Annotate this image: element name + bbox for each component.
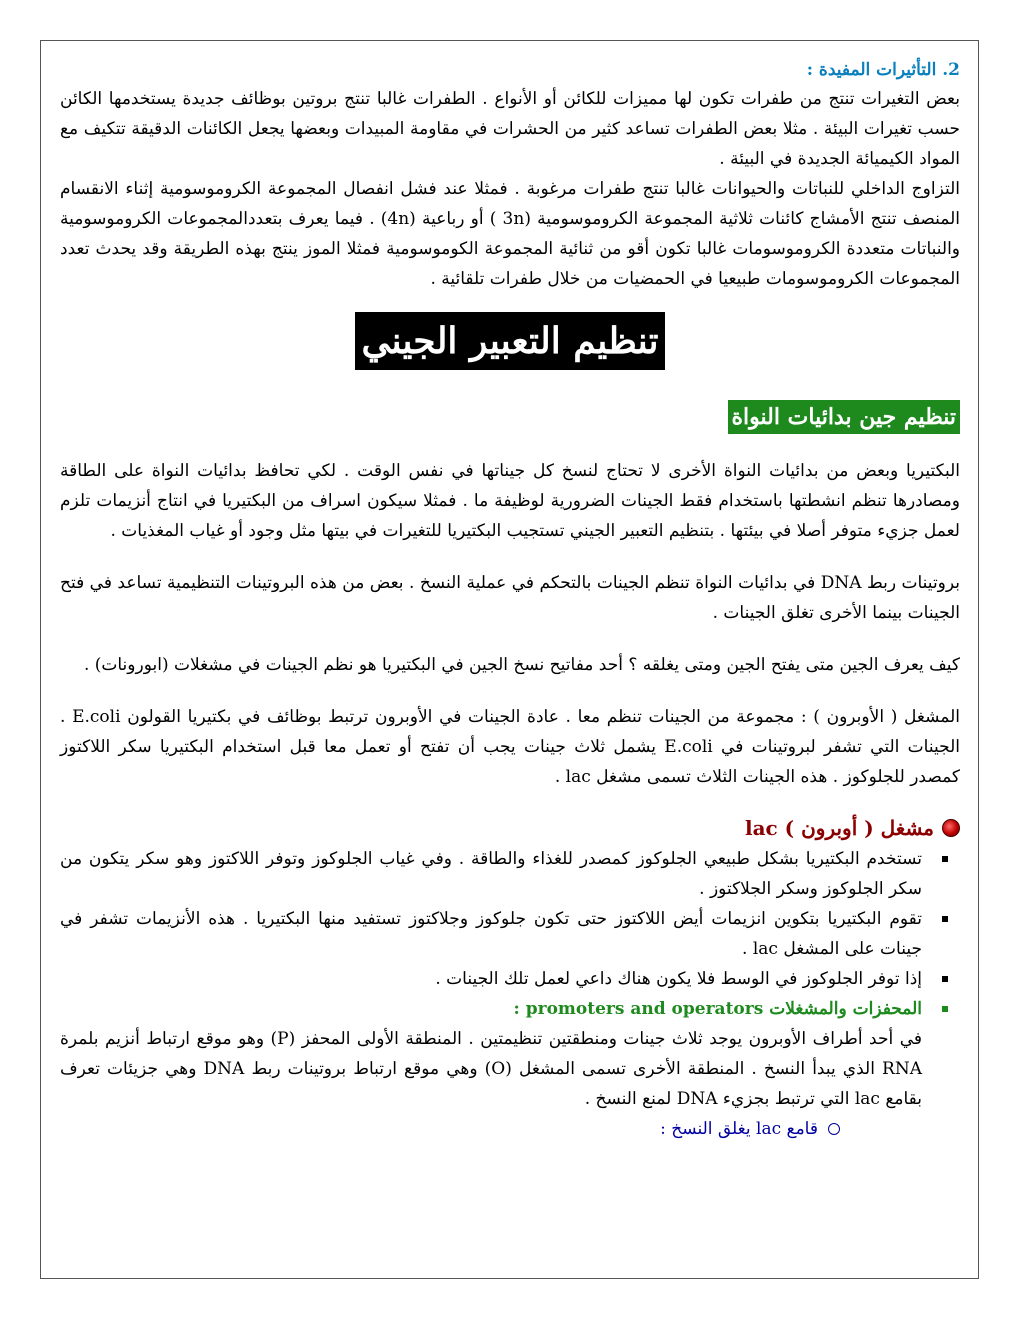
square-bullet-icon [942, 1006, 948, 1012]
paragraph-promoters: في أحد أطراف الأوبرون يوجد ثلاث جينات ومنطقتين تنظيمتين . المنطقة الأولى المحفز (P) وهو موقع ارتباط أنزيم بلمرة RNA الذي يبدأ النسخ . المنطقة الأخرى تسمى المشغل (O) وهي موقع ارتباط بروتينات ربط DNA وهي جزيئات تعرف بقامع lac التي ترتبط بجزيء DNA لمنع النسخ . [60, 1029, 922, 1109]
repressor-item-text: قامع lac يغلق النسخ : [660, 1119, 818, 1139]
red-bullet-icon [942, 819, 960, 837]
list-item-text: إذا توفر الجلوكوز في الوسط فلا يكون هناك داعي لعمل تلك الجينات . [435, 969, 922, 989]
square-bullet-icon [942, 976, 948, 982]
paragraph-dna-binding: بروتينات ربط DNA في بدائيات النواة تنظم الجينات بالتحكم في عملية النسخ . بعض من هذه البروتينات التنظيمية تساعد في فتح الجينات بينما الأخرى تغلق الجينات . [60, 573, 960, 623]
promoters-heading-item [60, 994, 960, 1024]
banner-container [60, 312, 960, 370]
list-item-text: تقوم البكتيريا بتكوين انزيمات أيض اللاكتوز حتى تكون جلوكوز وجلاكتوز تستفيد منها البكتيريا . هذه الأنزيمات تشفر في جينات على المشغل lac . [60, 909, 922, 959]
square-bullet-icon [942, 916, 948, 922]
paragraph-operons-question: كيف يعرف الجين متى يفتح الجين ومتى يغلقه ؟ أحد مفاتيح نسخ الجين في البكتيريا هو نظم الجينات في مشغلات (ابورونات) . [83, 655, 960, 675]
section-heading-beneficial-effects: 2. التأثيرات المفيدة : [806, 60, 960, 80]
circle-bullet-icon [828, 1123, 840, 1135]
square-bullet-icon [942, 856, 948, 862]
list-item [60, 844, 960, 904]
lac-operon-heading-text: مشغل ( أوبرون ) lac [744, 816, 934, 840]
prokaryote-regulation-heading: تنظيم جين بدائيات النواة [728, 400, 960, 434]
document-body [60, 56, 960, 1144]
repressor-item [60, 1114, 960, 1144]
promoters-heading-text: المحفزات والمشغلات promoters and operators : [513, 999, 922, 1019]
list-item [60, 904, 960, 964]
banner-title: تنظيم التعبير الجيني [355, 312, 664, 370]
paragraph-beneficial-mutations: بعض التغيرات تنتج من طفرات تكون لها مميزات للكائن أو الأنواع . الطفرات غالبا تنتج بروتين بوظائف جديدة يستخدمها الكائن حسب تغيرات البيئة . مثلا بعض الطفرات تساعد كثير من الحشرات في مقاومة المبيدات وبعضها يجعل الكائنات الدقيقة تتكيف مع المواد الكيميائة الجديدة في البيئة . [60, 89, 960, 169]
lac-operon-heading [60, 812, 960, 844]
paragraph-polyploidy: التزاوج الداخلي للنباتات والحيوانات غالبا تنتج طفرات مرغوبة . فمثلا عند فشل انفصال المجموعة الكروموسومية إثناء الانقسام المنصف تنتج الأمشاج كائنات ثلاثية المجموعة الكروموسومية (3n ) أو رباعية (4n) . فيما يعرف بتعددالمجموعات الكروموسومية والنباتات متعددة الكروموسومات غالبا تكون أقو من ثنائية المجموعة الكوموسومية فمثلا الموز ينتج بهذه الطريقة وقد يحدث تعدد المجموعات الكروموسومات طبيعيا في الحمضيات من خلال طفرات تلقائية . [60, 179, 960, 289]
paragraph-bacteria-energy: البكتيريا وبعض من بدائيات النواة الأخرى لا تحتاج لنسخ كل جيناتها في نفس الوقت . لكي تحافظ بدائيات النواة على الطاقة ومصادرها تنظم انشطتها باستخدام فقط الجينات الضرورية لوظيفة ما . فمثلا سيكون اسراف من البكتيريا في انتاج أنزيمات تلزم لعمل جزيء متوفر أصلا في بيئتها . بتنظيم التعبير الجيني تستجيب البكتيريا للتغيرات في بيتها مثل وجود أو غياب المغذيات . [60, 461, 960, 541]
green-heading-container [60, 400, 960, 434]
paragraph-operon-definition: المشغل ( الأوبرون ) : مجموعة من الجينات تنظم معا . عادة الجينات في الأوبرون ترتبط بوظائف في بكتيريا القولون E.coli . الجينات التي تشفر لبروتينات في E.coli يشمل ثلاث جينات يجب أن تفتح أو تعمل معا قبل استخدام البكتيريا سكر اللاكتوز كمصدر للجلوكوز . هذه الجينات الثلاث تسمى مشغل lac . [60, 707, 961, 787]
list-item [60, 964, 960, 994]
list-item-text: تستخدم البكتيريا بشكل طبيعي الجلوكوز كمصدر للغذاء والطاقة . وفي غياب الجلوكوز وتوفر اللاكتوز وهو سكر يتكون من سكر الجلوكوز وسكر الجلاكتوز . [60, 849, 922, 899]
lac-bullet-list [60, 844, 960, 1024]
